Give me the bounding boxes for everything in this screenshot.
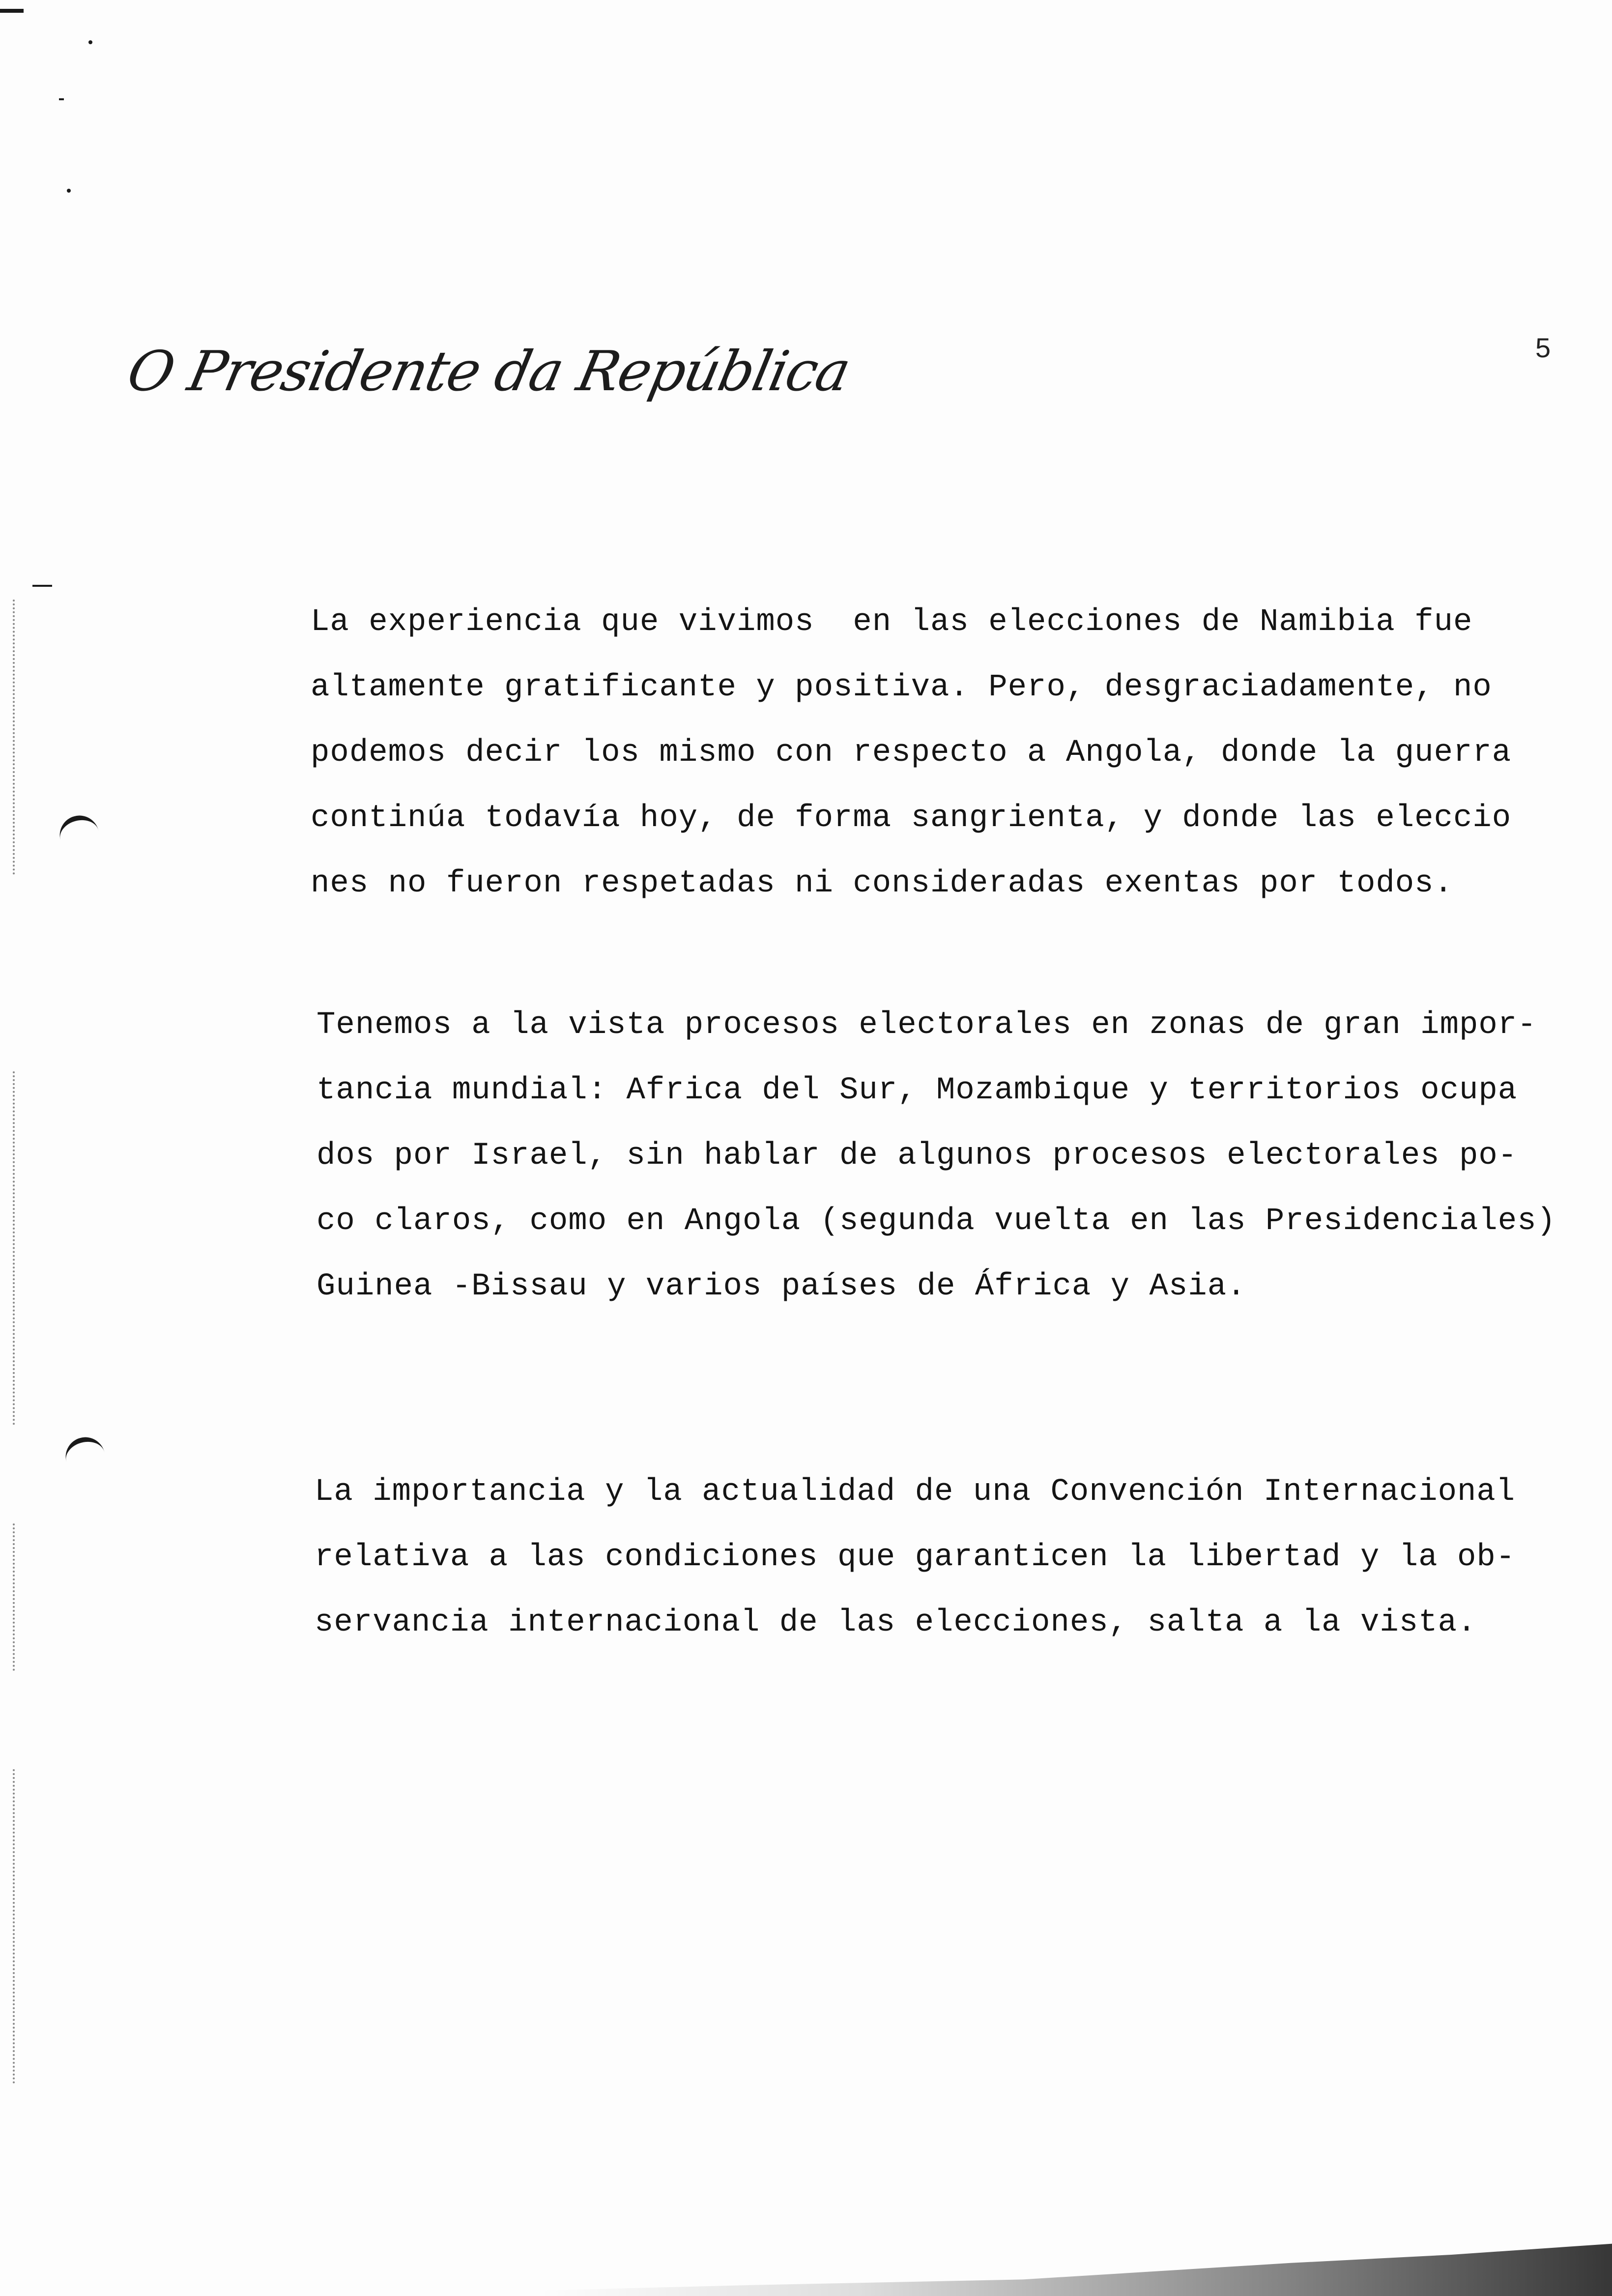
paragraph-line: La experiencia que vivimos en las elecciones de Namibia fue (311, 604, 1473, 640)
scan-speck (67, 189, 71, 193)
scan-bottom-noise (541, 2241, 1612, 2296)
paragraph-line: La importancia y la actualidad de una Convención Internacional (315, 1474, 1516, 1510)
paragraph-international-convention (315, 1460, 1612, 1656)
paragraph-line: relativa a las condiciones que garanticen la libertad y la ob- (315, 1540, 1516, 1575)
paragraph-line: nes no fueron respetadas ni consideradas exentas por todos. (311, 866, 1453, 901)
scan-speck (88, 40, 92, 44)
scan-mark-top-left (0, 9, 24, 13)
paragraph-line: tancia mundial: Africa del Sur, Mozambique y territorios ocupa (317, 1073, 1518, 1108)
paragraph-line: servancia internacional de las elecciones, salta a la vista. (315, 1605, 1477, 1640)
paragraph-line: Guinea -Bissau y varios países de África y Asia. (317, 1269, 1246, 1304)
scan-speck (59, 98, 64, 100)
paragraph-line: continúa todavía hoy, de forma sangrienta, y donde las eleccio (311, 801, 1512, 836)
page-number: 5 (1535, 332, 1551, 363)
scan-edge-dots (13, 1523, 18, 1671)
punch-hole-mark (56, 811, 100, 845)
paragraph-line: dos por Israel, sin hablar de algunos procesos electorales po- (317, 1138, 1518, 1174)
scan-edge-dots (13, 600, 18, 875)
paragraph-line: podemos decir los mismo con respecto a Angola, donde la guerra (311, 735, 1512, 771)
paragraph-line: co claros, como en Angola (segunda vuelta en las Presidenciales) (317, 1204, 1556, 1239)
scan-edge-dots (13, 1769, 18, 2084)
paragraph-electoral-processes (317, 993, 1612, 1320)
scan-edge-dots (13, 1071, 18, 1425)
punch-hole-mark (61, 1433, 106, 1466)
paragraph-line: Tenemos a la vista procesos electorales en zonas de gran impor- (317, 1007, 1537, 1043)
paragraph-line: altamente gratificante y positiva. Pero, desgraciadamente, no (311, 670, 1492, 705)
paragraph-namibia-angola (311, 590, 1608, 917)
scan-dash (32, 585, 52, 587)
letterhead-title: O Presidente da República (122, 340, 856, 403)
